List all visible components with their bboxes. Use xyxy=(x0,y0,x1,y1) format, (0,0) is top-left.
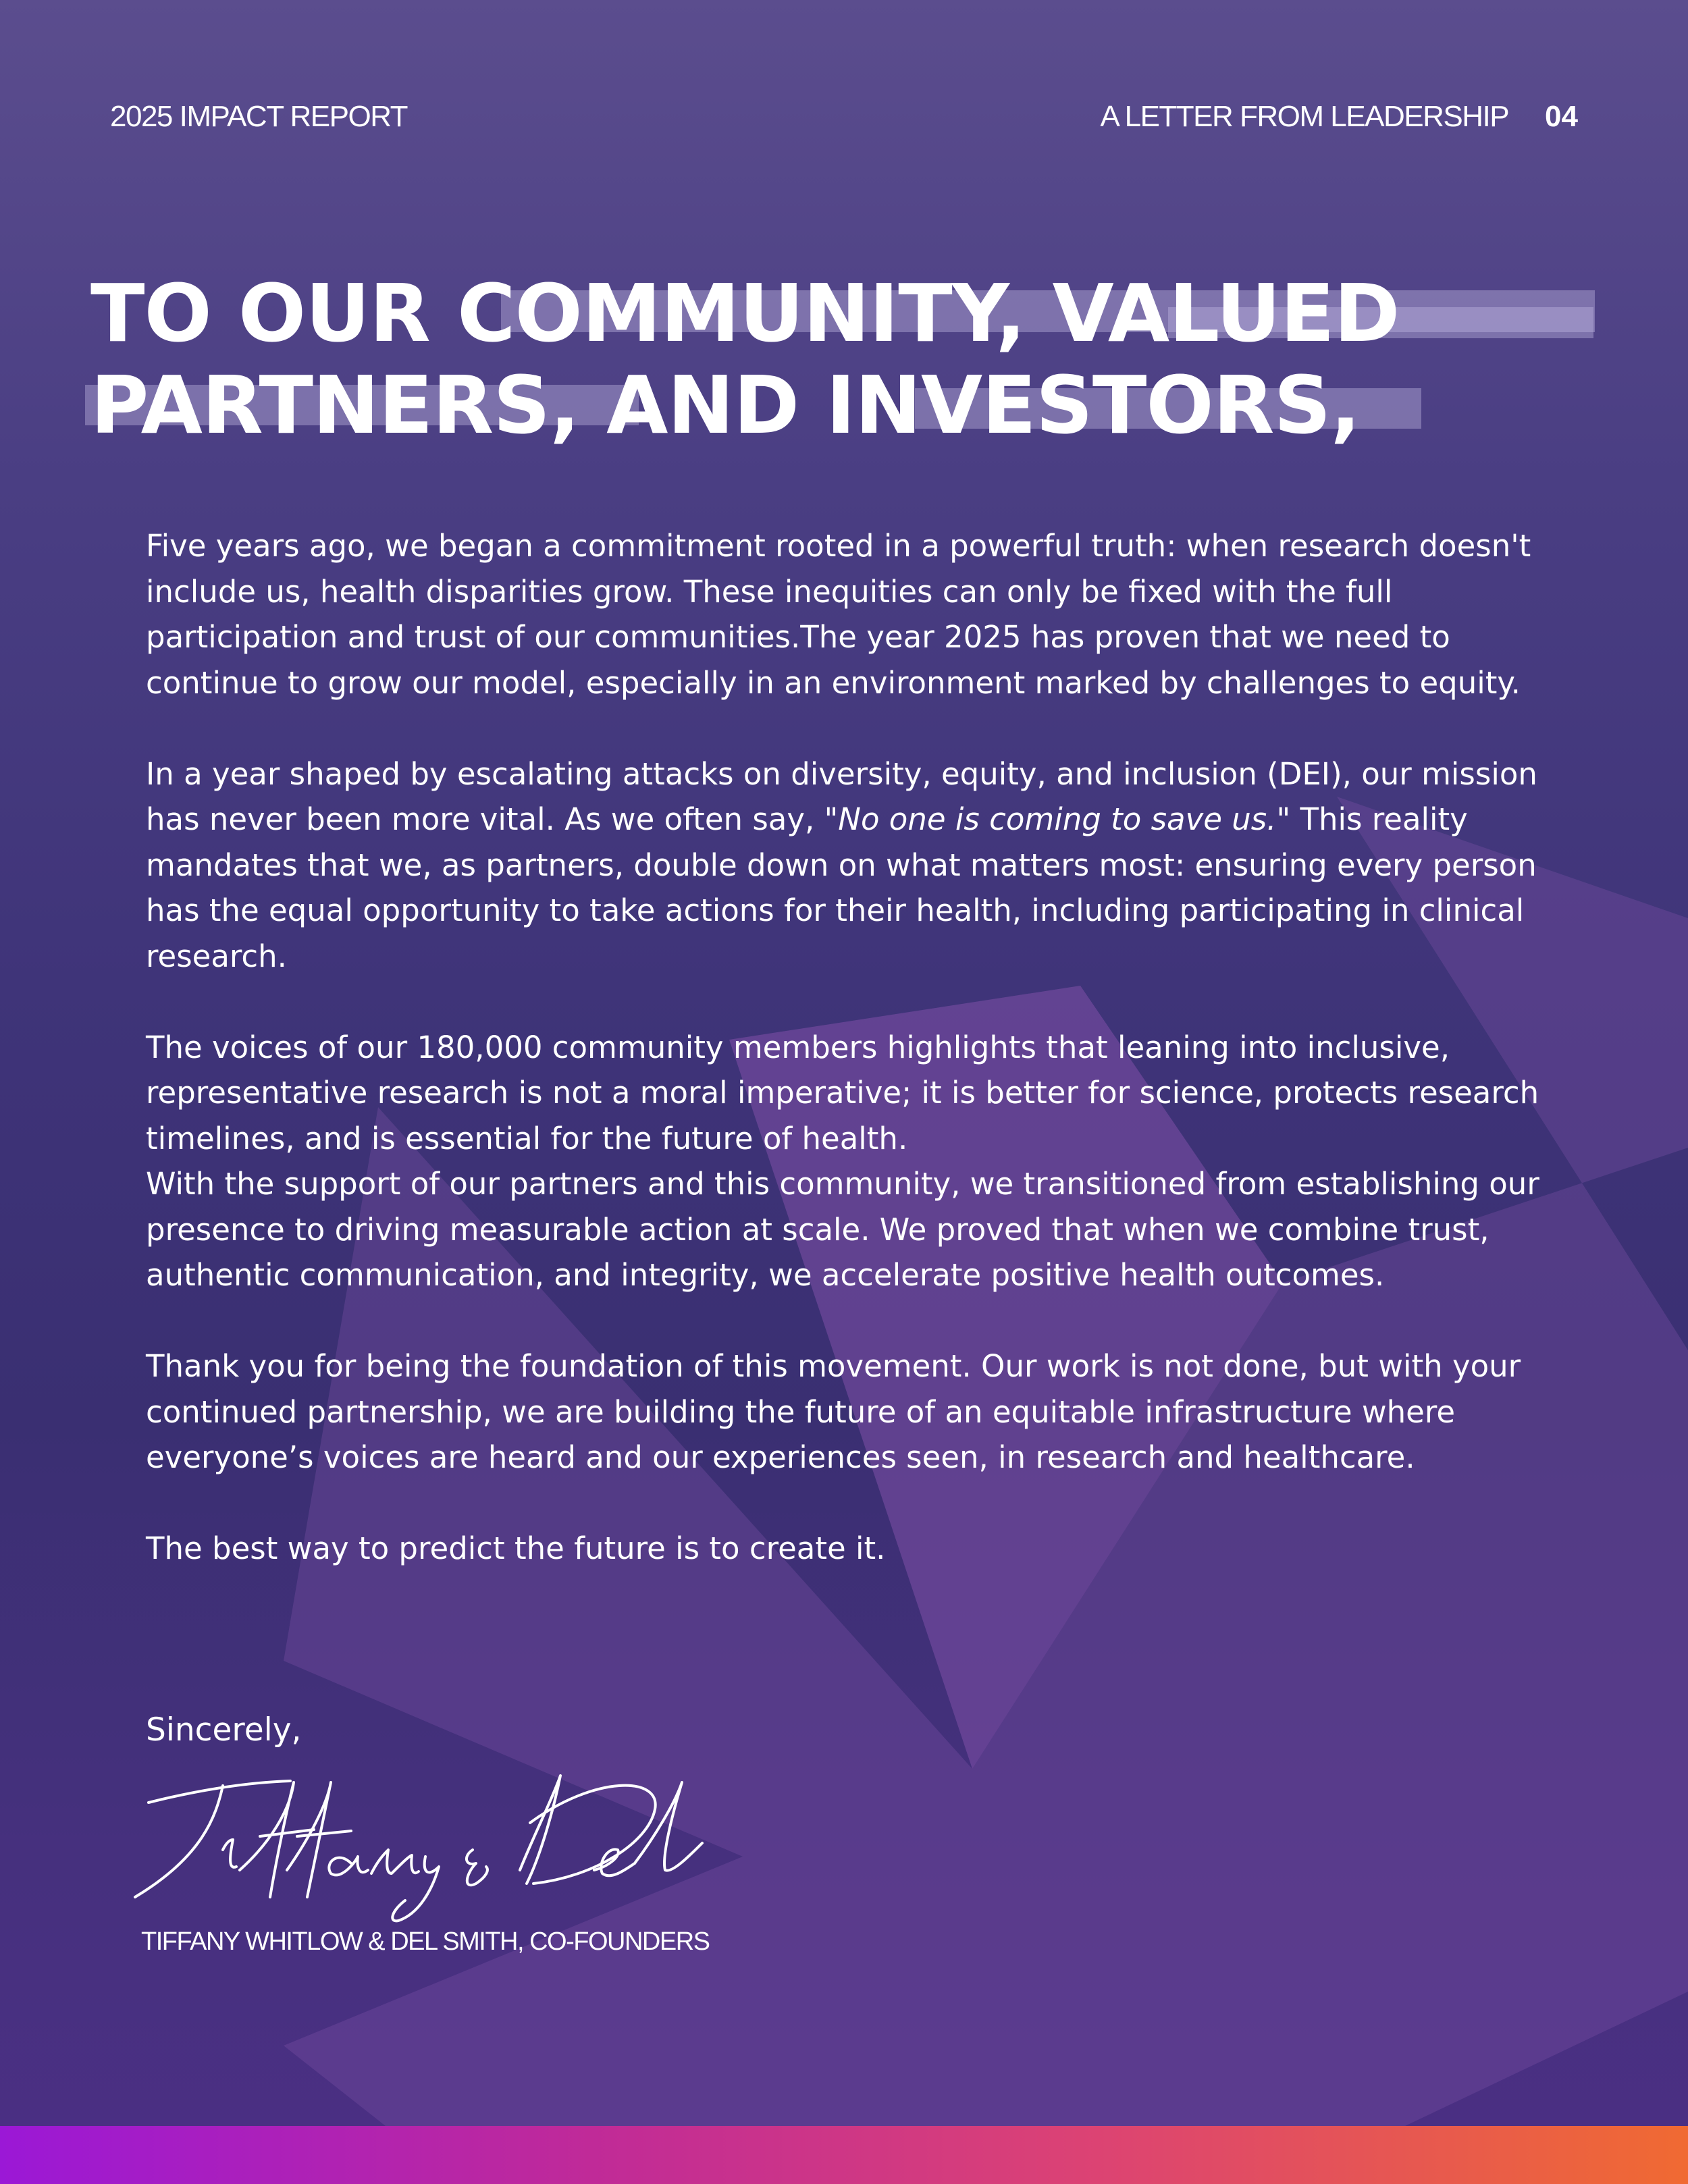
header-right-group xyxy=(1100,100,1578,134)
paragraph-3: The voices of our 180,000 community members highlights that leaning into inclusive, representative research is not a moral imperative; it is better for science, protects research timelines, and is essential for the future of health. xyxy=(146,1029,1539,1156)
report-label: 2025 IMPACT REPORT xyxy=(110,100,408,133)
handwritten-signature xyxy=(122,1755,756,1931)
paragraph-2-quote: "No one is coming to save us." xyxy=(824,801,1291,837)
paragraph-6: The best way to predict the future is to create it. xyxy=(146,1530,886,1566)
paragraph-2-start: In a year shaped by escalating attacks on diversity, equity, and inclusion (DEI), our mission has never been more vital. As we often say, xyxy=(146,755,1537,837)
section-label: A LETTER FROM LEADERSHIP xyxy=(1100,100,1509,133)
footer-gradient-bar xyxy=(0,2126,1688,2184)
paragraph-2-end: This reality mandates that we, as partners, double down on what matters most: ensuring every person has the equal opportunity to take actions for their health, including participating in clinical research. xyxy=(146,801,1537,974)
paragraph-5: Thank you for being the foundation of this movement. Our work is not done, but with your continued partnership, we are building the future of an equitable infrastructure where everyone’s voices are heard and our experiences seen, in research and healthcare. xyxy=(146,1348,1521,1475)
page-number: 04 xyxy=(1545,100,1578,133)
heading-line-2: PARTNERS, AND INVESTORS, xyxy=(90,358,1361,452)
paragraph-1: Five years ago, we began a commitment rooted in a powerful truth: when research doesn't include us, health disparities grow. These inequities can only be fixed with the full participation and trust of our communities.The year 2025 has proven that we need to continue to grow our model, especially in an environment marked by challenges to equity. xyxy=(146,528,1531,701)
paragraph-2 xyxy=(146,751,1550,980)
salutation: Sincerely, xyxy=(146,1711,302,1749)
paragraph-4: With the support of our partners and this community, we transitioned from establishing our presence to driving measurable action at scale. We proved that when we combine trust, authentic communication, and integrity, we accelerate positive health outcomes. xyxy=(146,1166,1539,1293)
letter-body xyxy=(146,523,1550,1617)
page-header xyxy=(110,100,1578,140)
signatory-names: TIFFANY WHITLOW & DEL SMITH, CO-FOUNDERS xyxy=(141,1927,710,1956)
letter-heading xyxy=(90,267,1643,451)
heading-line-1: TO OUR COMMUNITY, VALUED xyxy=(90,267,1400,360)
